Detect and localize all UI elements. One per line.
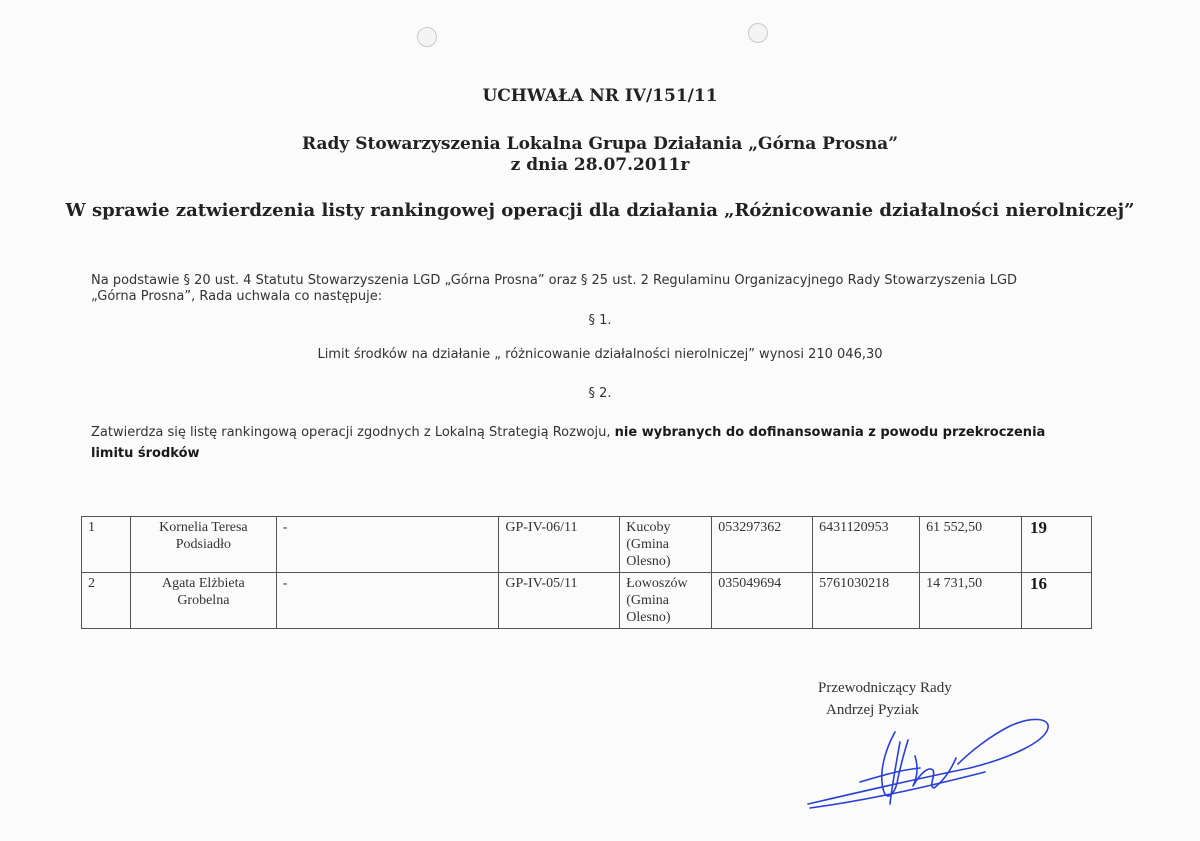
location: Łowoszów (Gmina Olesno) <box>620 573 712 629</box>
nip-number: 5761030218 <box>813 573 920 629</box>
issuer-line: Rady Stowarzyszenia Lokalna Grupa Działania „Górna Prosna” <box>302 134 898 154</box>
applicant-name: Kornelia Teresa Podsiadło <box>130 517 276 573</box>
ranking-table <box>81 516 1092 629</box>
section-2-text-bold: nie wybranych do dofinansowania z powodu przekroczenia <box>614 425 1046 440</box>
resolution-title: UCHWAŁA NR IV/151/11 <box>482 86 718 106</box>
table-row <box>82 573 1092 629</box>
operation-title: - <box>276 573 499 629</box>
section-2-heading: § 2. <box>588 386 612 401</box>
amount: 14 731,50 <box>920 573 1022 629</box>
section-1-heading: § 1. <box>588 313 612 328</box>
chairman-name: Andrzej Pyziak <box>826 702 919 718</box>
preamble-line-1: Na podstawie § 20 ust. 4 Statutu Stowarzyszenia LGD „Górna Prosna” oraz § 25 ust. 2 Regulaminu Organizacyjnego Rady Stowarzyszenia LGD <box>91 273 1018 288</box>
subject-line: W sprawie zatwierdzenia listy rankingowej operacji dla działania „Różnicowanie działalności nierolniczej” <box>65 200 1135 221</box>
applicant-name: Agata Elżbieta Grobelna <box>130 573 276 629</box>
location: Kucoby (Gmina Olesno) <box>620 517 712 573</box>
section-2-text-bold-continued: limitu środków <box>91 446 200 461</box>
amount: 61 552,50 <box>920 517 1022 573</box>
regon-number: 035049694 <box>712 573 813 629</box>
regon-number: 053297362 <box>712 517 813 573</box>
table-row <box>82 517 1092 573</box>
row-number: 2 <box>82 573 131 629</box>
punch-hole-right <box>748 23 768 43</box>
operation-title: - <box>276 517 499 573</box>
nip-number: 6431120953 <box>813 517 920 573</box>
punch-hole-left <box>417 27 437 47</box>
row-number: 1 <box>82 517 131 573</box>
preamble-line-2: „Górna Prosna”, Rada uchwala co następuje: <box>91 289 383 304</box>
section-1-text: Limit środków na działanie „ różnicowanie działalności nierolniczej” wynosi 210 046,30 <box>317 347 883 362</box>
score: 19 <box>1022 517 1092 573</box>
section-2-text <box>91 425 1045 440</box>
application-code: GP-IV-05/11 <box>499 573 620 629</box>
chairman-role: Przewodniczący Rady <box>818 680 952 696</box>
handwritten-signature <box>800 712 1060 816</box>
application-code: GP-IV-06/11 <box>499 517 620 573</box>
score: 16 <box>1022 573 1092 629</box>
date-line: z dnia 28.07.2011r <box>510 155 690 175</box>
section-2-text-normal: Zatwierdza się listę rankingową operacji zgodnych z Lokalną Strategią Rozwoju, <box>91 425 615 440</box>
